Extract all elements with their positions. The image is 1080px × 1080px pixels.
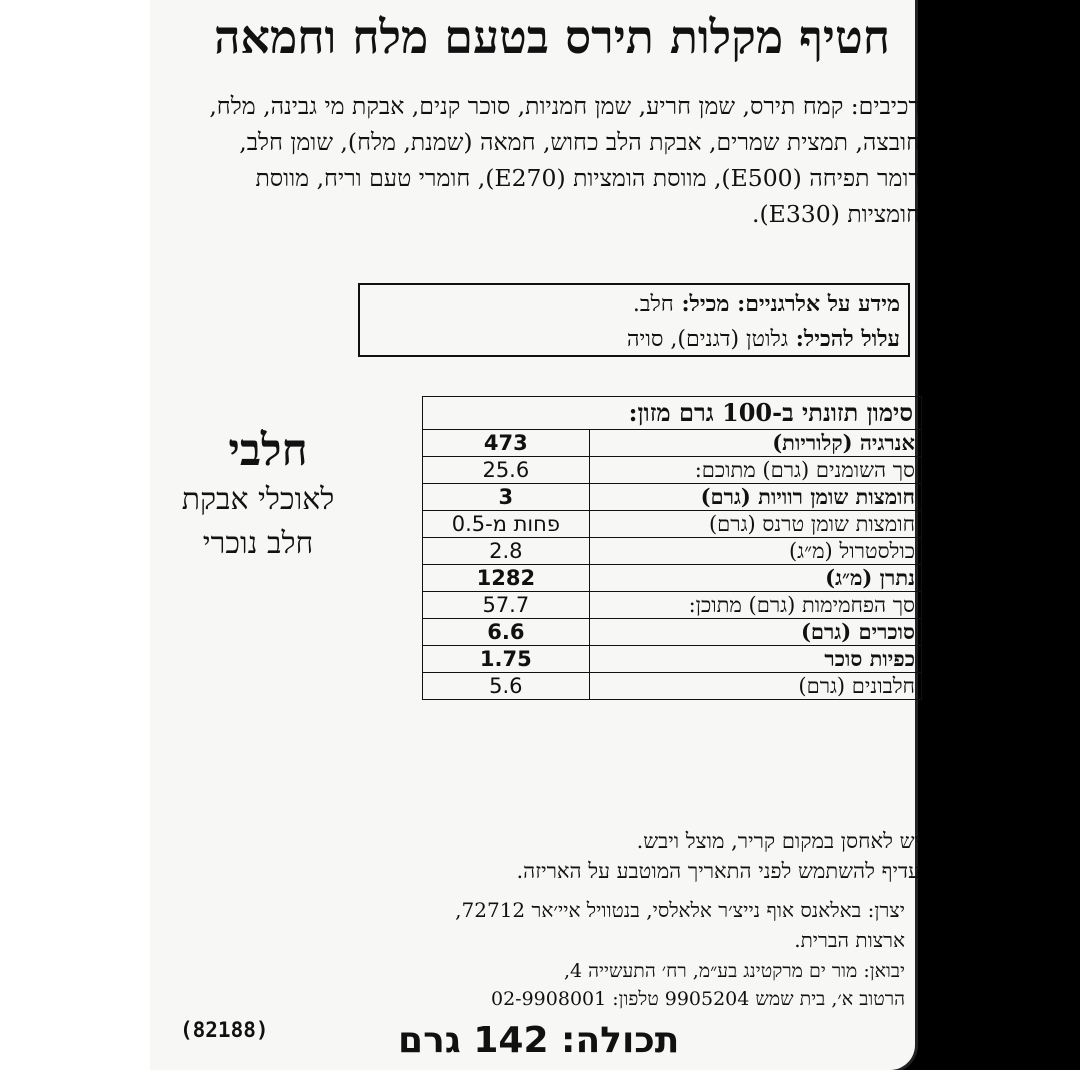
dairy-note bbox=[148, 478, 368, 566]
nutrition-header: סימון תזונתי ב-100 גרם מזון: bbox=[423, 397, 922, 430]
nutrition-row bbox=[423, 592, 922, 619]
storage-line2: עדיף להשתמש לפני התאריך המוטבע על האריזה. bbox=[516, 859, 920, 883]
nutrient-value: 2.8 bbox=[423, 538, 590, 565]
dairy-note-line2: חלב נוכרי bbox=[202, 526, 314, 561]
importer-line1: יבואן: מור ים מרקטינג בע״מ, רח׳ התעשייה 4, bbox=[563, 960, 905, 982]
nutrient-name: סך הפחמימות (גרם) מתוכן: bbox=[589, 592, 921, 619]
product-title: חטיף מקלות תירס בטעם מלח וחמאה bbox=[213, 10, 890, 64]
dairy-mark: חלבי bbox=[228, 425, 308, 476]
nutrition-row bbox=[423, 484, 922, 511]
nutrient-value: 3 bbox=[423, 484, 590, 511]
importer-line2: הרטוב א׳, בית שמש 9905204 טלפון: 02-9908001 bbox=[491, 988, 905, 1010]
producer-line2: ארצות הברית. bbox=[794, 928, 905, 952]
nutrition-row bbox=[423, 619, 922, 646]
nutrient-value: 473 bbox=[423, 430, 590, 457]
nutrition-row bbox=[423, 565, 922, 592]
nutrition-row bbox=[423, 457, 922, 484]
allergen-contains-label: מידע על אלרגניים: מכיל: bbox=[681, 291, 900, 317]
nutrient-name: נתרן (מ״ג) bbox=[589, 565, 921, 592]
nutrient-name: כפיות סוכר bbox=[589, 646, 921, 673]
bottom-margin bbox=[0, 1070, 1080, 1080]
nutrition-row bbox=[423, 646, 922, 673]
nutrient-value: פחות מ-0.5 bbox=[423, 511, 590, 538]
storage-instructions bbox=[220, 826, 920, 886]
producer-info bbox=[205, 895, 905, 955]
allergen-box bbox=[358, 283, 910, 357]
allergen-contains bbox=[368, 287, 900, 322]
nutrition-row bbox=[423, 538, 922, 565]
nutrition-row bbox=[423, 673, 922, 700]
nutrition-rows bbox=[423, 430, 922, 700]
nutrition-row bbox=[423, 430, 922, 457]
nutrient-name: חומצות שומן רוויות (גרם) bbox=[589, 484, 921, 511]
left-margin bbox=[0, 0, 150, 1080]
allergen-may-contain bbox=[368, 322, 900, 357]
product-code: (82188) bbox=[180, 1018, 269, 1042]
nutrient-value: 6.6 bbox=[423, 619, 590, 646]
nutrient-name: חלבונים (גרם) bbox=[589, 673, 921, 700]
nutrient-value: 5.6 bbox=[423, 673, 590, 700]
nutrient-value: 1282 bbox=[423, 565, 590, 592]
producer-line1: יצרן: באלאנס אוף נייצ׳ר אלאלסי, בנטוויל איי׳אר 72712, bbox=[455, 898, 905, 922]
allergen-may-contain-value: גלוטן (דגנים), סויה bbox=[626, 327, 789, 352]
nutrition-header-row bbox=[423, 397, 922, 430]
nutrient-name: כולסטרול (מ״ג) bbox=[589, 538, 921, 565]
nutrient-value: 1.75 bbox=[423, 646, 590, 673]
storage-line1: יש לאחסן במקום קריר, מוצל ויבש. bbox=[636, 829, 920, 853]
importer-info bbox=[205, 957, 905, 1013]
allergen-contains-value: חלב. bbox=[632, 292, 674, 317]
nutrition-row bbox=[423, 511, 922, 538]
nutrient-value: 57.7 bbox=[423, 592, 590, 619]
net-content: תכולה: 142 גרם bbox=[398, 1020, 680, 1061]
allergen-may-contain-label: עלול להכיל: bbox=[795, 326, 900, 352]
nutrient-name: אנרגיה (קלוריות) bbox=[589, 430, 921, 457]
nutrient-name: סך השומנים (גרם) מתוכם: bbox=[589, 457, 921, 484]
ingredients-text: רכיבים: קמח תירס, שמן חריע, שמן חמניות, סוכר קנים, אבקת מי גבינה, מלח, חובצה, תמצית שמרים, אבקת הלב כחוש, חמאה (שמנת, מלח), שומן חלב, רומר תפיחה (E500), מווסת הומציות (E270), חומרי טעם וריח, מווסת חומציות (E330). bbox=[209, 92, 920, 228]
nutrition-table bbox=[422, 396, 922, 700]
nutrient-value: 25.6 bbox=[423, 457, 590, 484]
nutrient-name: חומצות שומן טרנס (גרם) bbox=[589, 511, 921, 538]
dairy-note-line1: לאוכלי אבקת bbox=[181, 482, 335, 517]
nutrient-name: סוכרים (גרם) bbox=[589, 619, 921, 646]
